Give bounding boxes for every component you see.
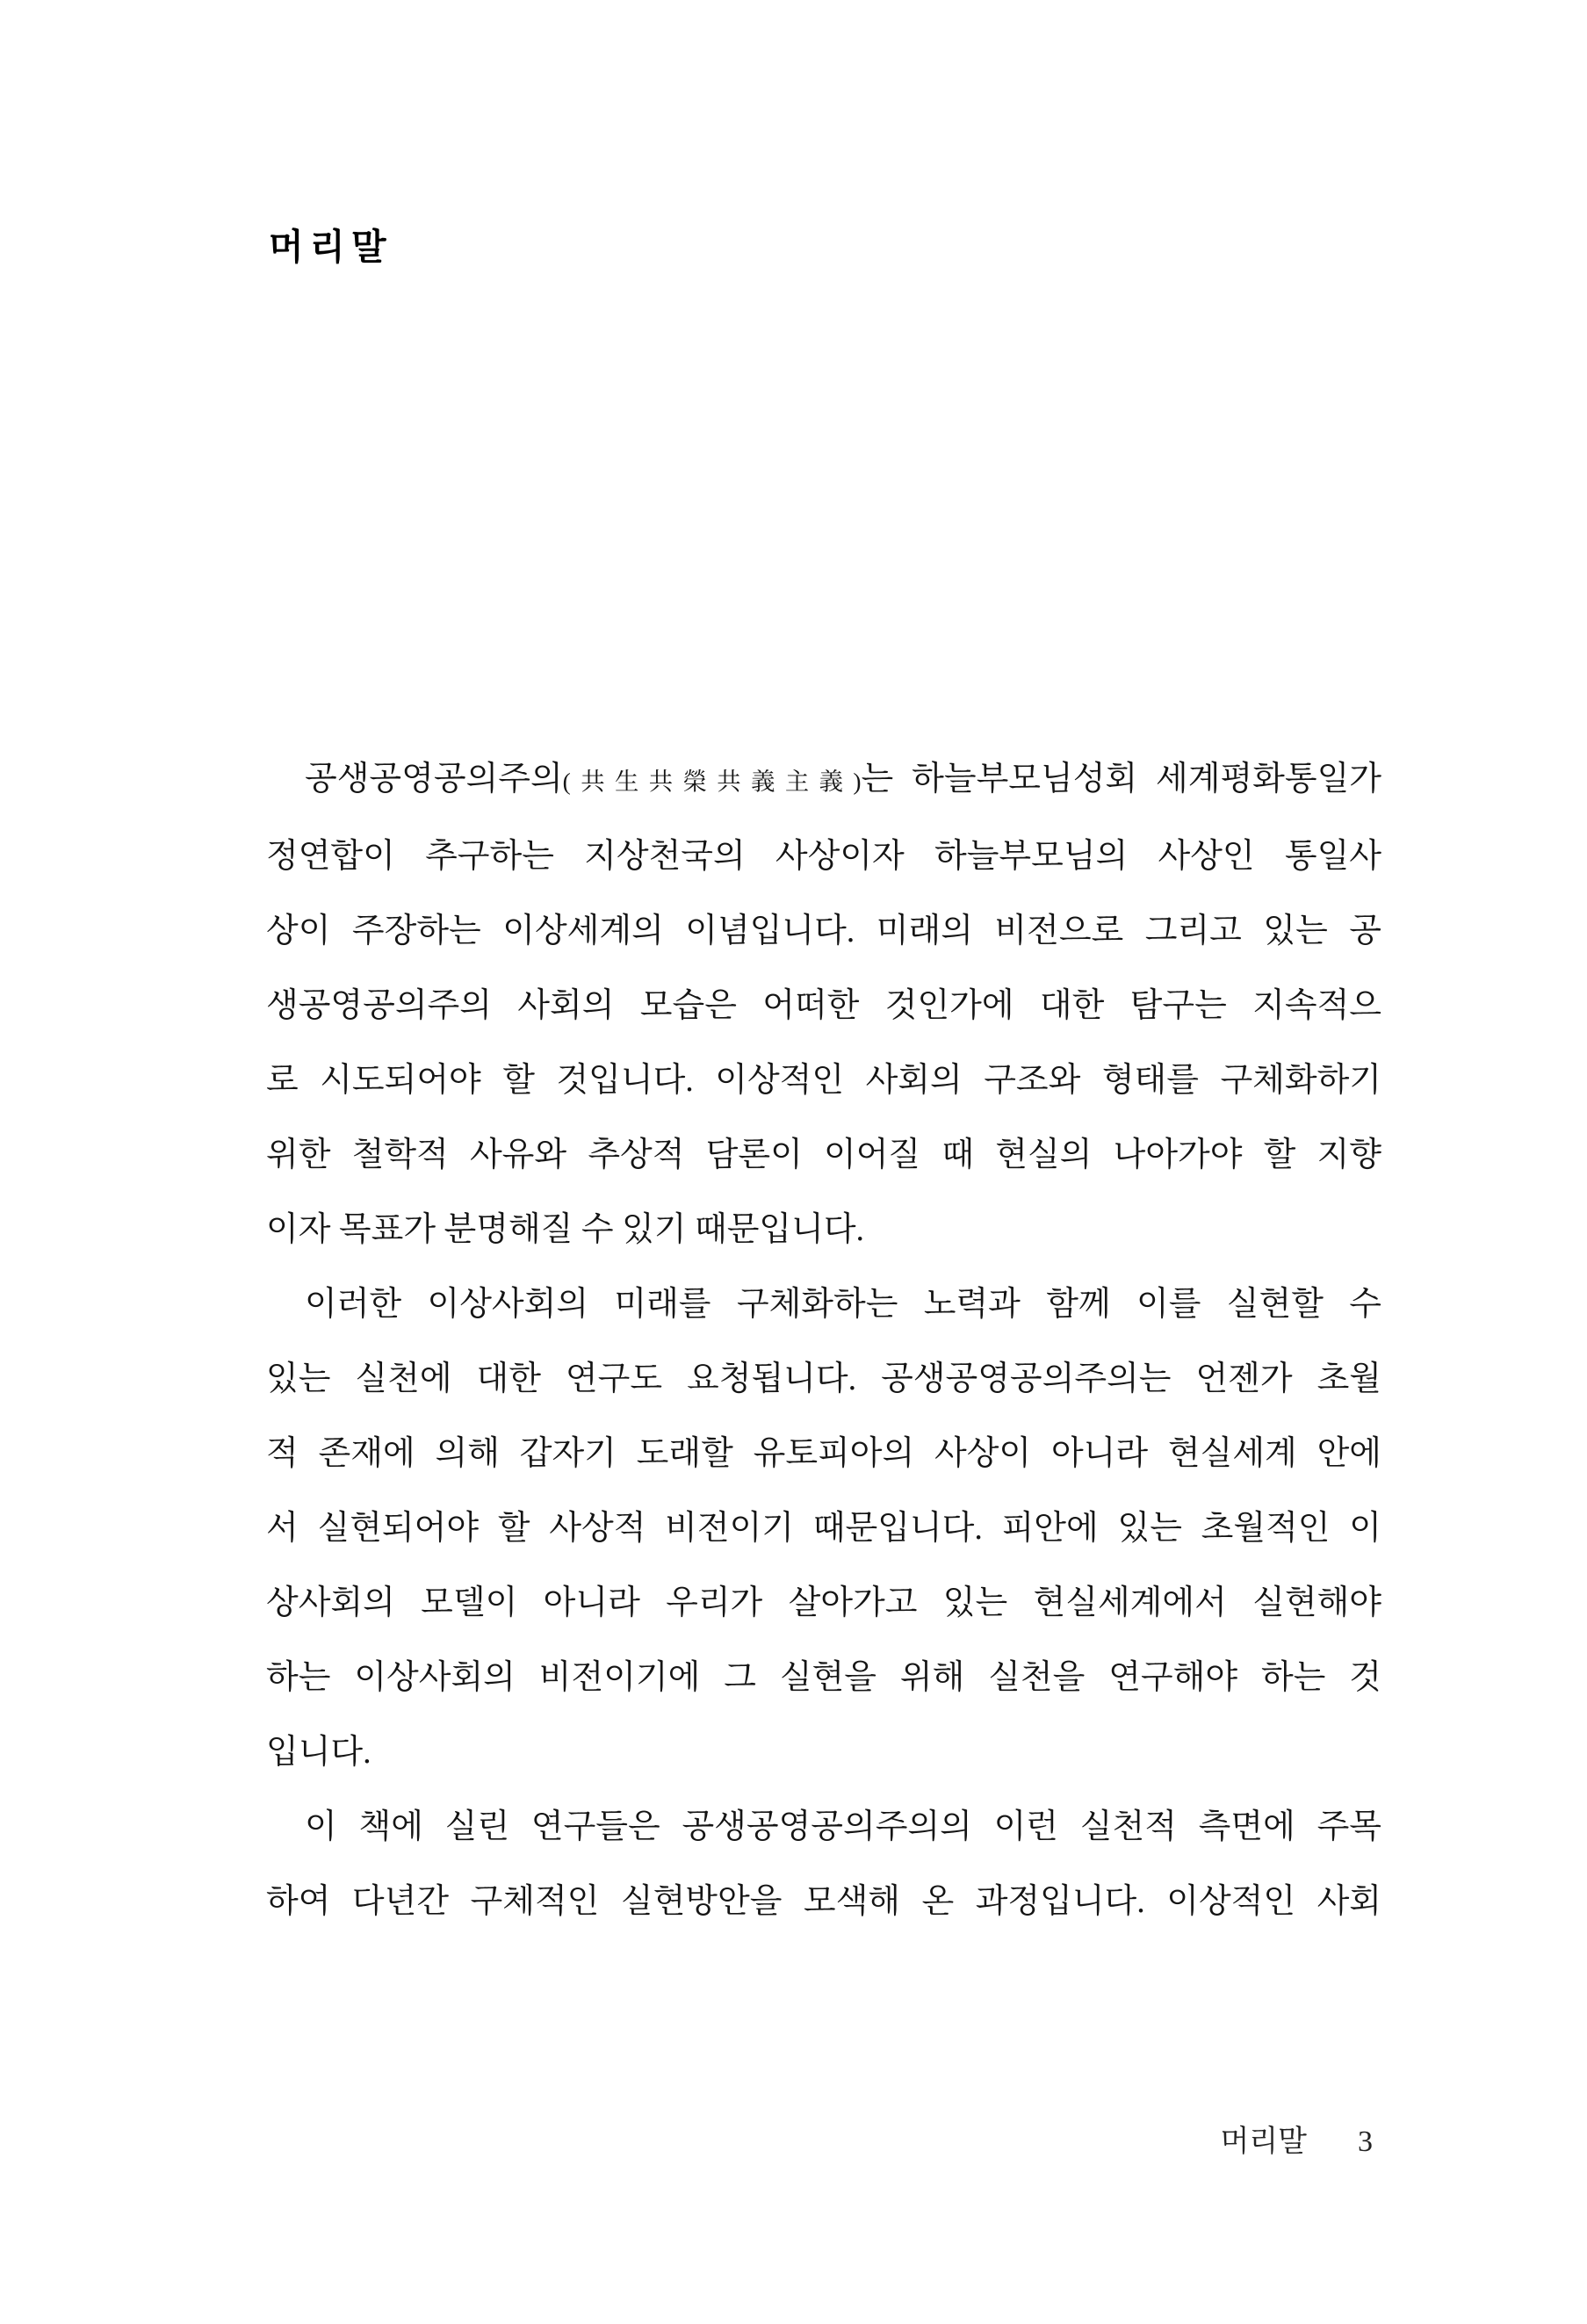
text-line: 이러한 이상사회의 미래를 구체화하는 노력과 함께 이를 실현할 수 <box>305 1286 1381 1323</box>
text-line: 상사회의 모델이 아니라 우리가 살아가고 있는 현실세계에서 실현해야 <box>266 1584 1381 1621</box>
page-footer <box>1220 2117 1373 2160</box>
text-line: 하여 다년간 구체적인 실현방안을 모색해 온 과정입니다. 이상적인 사회 <box>266 1883 1381 1920</box>
paragraph <box>266 1790 1381 1939</box>
text-line: 위한 철학적 사유와 추상적 담론이 이어질 때 현실의 나아가야 할 지향 <box>266 1137 1381 1173</box>
paragraph <box>266 1267 1381 1790</box>
text-line: 생공영공의주의 사회의 모습은 어떠한 것인가에 대한 탐구는 지속적으 <box>266 987 1381 1024</box>
body-text <box>266 742 1381 1939</box>
text-line: 입니다. <box>266 1734 372 1771</box>
text-segment: 는 하늘부모님성회 세계평화통일가 <box>861 761 1381 798</box>
text-line: 상이 주장하는 이상세계의 이념입니다. 미래의 비전으로 그리고 있는 공 <box>266 913 1381 949</box>
text-line: 적 존재에 의해 갑자기 도래할 유토피아의 사상이 아니라 현실세계 안에 <box>266 1435 1381 1472</box>
text-line: 있는 실천에 대한 연구도 요청됩니다. 공생공영공의주의는 언젠가 초월 <box>266 1360 1381 1397</box>
text-line: 서 실현되어야 할 사상적 비전이기 때문입니다. 피안에 있는 초월적인 이 <box>266 1510 1381 1547</box>
text-line: 이자 목표가 분명해질 수 있기 때문입니다. <box>266 1211 865 1248</box>
page-number: 3 <box>1358 2126 1373 2158</box>
text-line: 하는 이상사회의 비전이기에 그 실현을 위해 실천을 연구해야 하는 것 <box>266 1659 1381 1696</box>
text-line <box>266 742 1381 819</box>
paragraph <box>266 742 1381 1267</box>
hanja-annotation: (共生共榮共義主義) <box>562 769 862 795</box>
text-line: 로 시도되어야 할 것입니다. 이상적인 사회의 구조와 형태를 구체화하기 <box>266 1062 1381 1099</box>
text-line: 이 책에 실린 연구들은 공생공영공의주의의 이런 실천적 측면에 주목 <box>305 1808 1381 1845</box>
footer-section-label: 머리말 <box>1220 2126 1307 2158</box>
text-line: 정연합이 추구하는 지상천국의 사상이자 하늘부모님의 사상인 통일사 <box>266 838 1381 875</box>
page-title: 머리말 <box>269 227 393 267</box>
text-segment: 공생공영공의주의 <box>305 761 563 798</box>
